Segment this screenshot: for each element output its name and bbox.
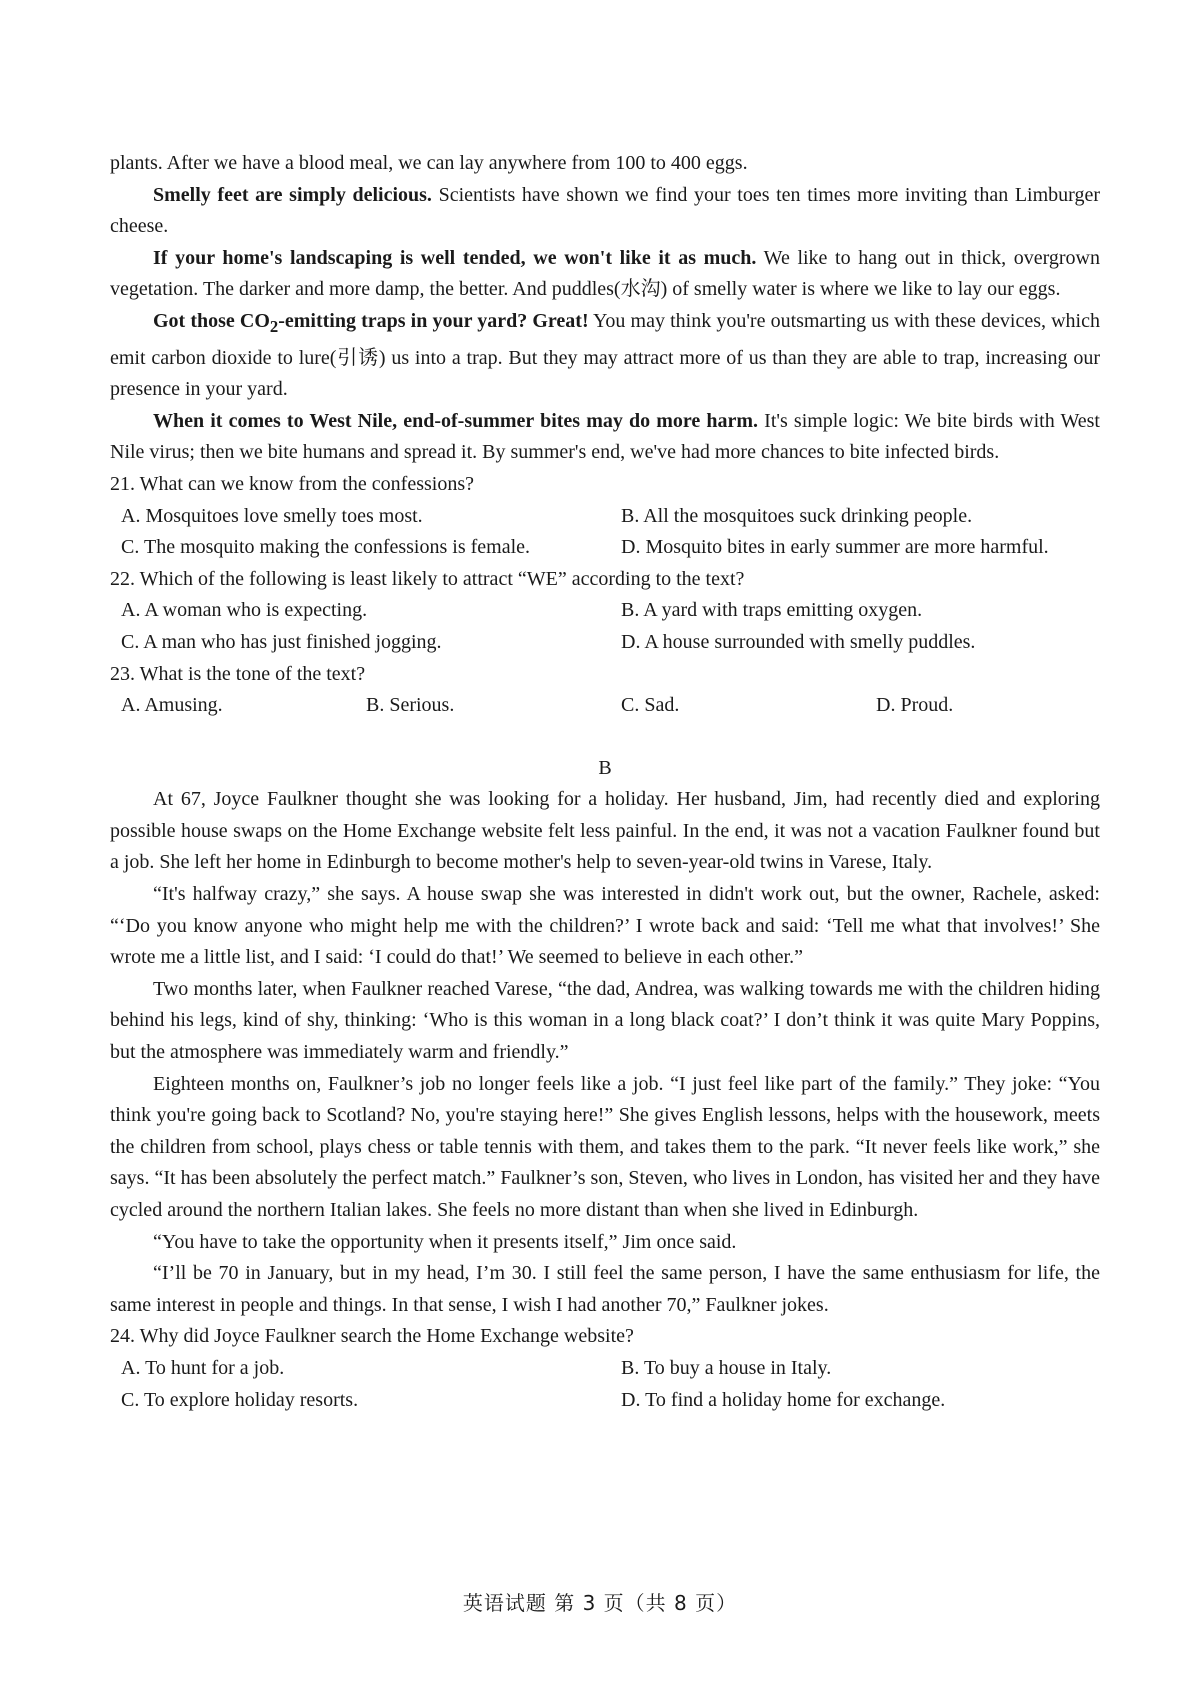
passage-a-paragraph-3	[110, 306, 1100, 406]
passage-b-paragraph-4: Eighteen months on, Faulkner’s job no longer feels like a job. “I just feel like part of the family.” They joke: “You think you're going back to Scotland? No, you're staying here!” She gives English lessons, helps with the housework, meets the children from school, plays chess or table tennis with them, and takes them to the park. “It never feels like work,” she says. “It has been absolutely the perfect match.” Faulkner’s son, Steven, who lives in London, has visited her and they have cycled around the northern Italian lakes. She feels no more distant than when she lived in Edinburgh.	[110, 1072, 1100, 1221]
option-d: D. Mosquito bites in early summer are more harmful.	[621, 536, 1049, 559]
paragraph-text-4: It's simple logic: We bite birds with West Nile virus; then we bite humans and spread it. By summer's end, we've had more chances to bite infected birds.	[110, 409, 1100, 464]
option-d: D. To find a holiday home for exchange.	[621, 1388, 946, 1411]
passage-a-paragraph-1	[110, 180, 1100, 243]
option-a: A. To hunt for a job.	[121, 1356, 285, 1379]
page-content	[110, 148, 1100, 1416]
option-c: C. To explore holiday resorts.	[121, 1388, 359, 1411]
option-b: B. A yard with traps emitting oxygen.	[621, 599, 923, 622]
option-a: A. Amusing.	[121, 694, 223, 717]
paragraph-text-3: You may think you're outsmarting us with these devices, which emit carbon dioxide to lure(引诱) us into a trap. But they may attract more of us than they are able to trap, increasing our presence in your yard.	[110, 309, 1100, 401]
page-footer: 英语试题 第 3 页（共 8 页）	[462, 1591, 738, 1615]
paragraph-text-1: Scientists have shown we find your toes ten times more inviting than Limburger cheese.	[110, 183, 1101, 238]
question-21-stem: 21. What can we know from the confessions?	[110, 472, 474, 495]
question-22-options	[110, 595, 1100, 658]
option-c: C. A man who has just finished jogging.	[121, 630, 442, 653]
bold-lead-3a: Got those CO	[153, 309, 270, 332]
bold-lead-1: Smelly feet are simply delicious.	[153, 183, 432, 206]
option-c: C. The mosquito making the confessions is female.	[121, 536, 531, 559]
option-d: D. Proud.	[876, 694, 954, 717]
passage-a-paragraph-2	[110, 243, 1100, 306]
passage-b-paragraph-3: Two months later, when Faulkner reached Varese, “the dad, Andrea, was walking towards me with the children hiding behind his legs, kind of shy, thinking: ‘Who is this woman in a long black coat?’ I don’t think it was quite Mary Poppins, but the atmosphere was immediately warm and friendly.”	[110, 977, 1100, 1064]
option-d: D. A house surrounded with smelly puddles.	[621, 630, 976, 653]
question-24-stem: 24. Why did Joyce Faulkner search the Home Exchange website?	[110, 1325, 634, 1348]
passage-b-paragraph-2: “It's halfway crazy,” she says. A house swap she was interested in didn't work out, but the owner, Rachele, asked: “‘Do you know anyone who might help me with the children?’ I wrote back and said: ‘Tell me what that involves!’ She wrote me a little list, and I said: ‘I could do that!’ We seemed to believe in each other.”	[110, 883, 1100, 969]
bold-lead-3b: -emitting traps in your yard? Great!	[278, 309, 589, 332]
option-a: A. Mosquitoes love smelly toes most.	[121, 504, 423, 527]
passage-b-paragraph-5: “You have to take the opportunity when it presents itself,” Jim once said.	[153, 1230, 737, 1253]
paragraph-text-2: We like to hang out in thick, overgrown vegetation. The darker and more damp, the better. And puddles(水沟) of smelly water is where we like to lay our eggs.	[110, 246, 1100, 301]
passage-b-paragraph-6: “I’ll be 70 in January, but in my head, I’m 30. I still feel the same person, I have the same enthusiasm for life, the same interest in people and things. In that sense, I wish I had another 70,” Faulkner jokes.	[110, 1262, 1100, 1316]
passage-a-paragraph-4	[110, 406, 1100, 469]
question-23-stem: 23. What is the tone of the text?	[110, 662, 366, 685]
option-b: B. All the mosquitoes suck drinking people.	[621, 504, 973, 527]
passage-b-paragraph-1: At 67, Joyce Faulkner thought she was looking for a holiday. Her husband, Jim, had recently died and exploring possible house swaps on the Home Exchange website felt less painful. In the end, it was not a vacation Faulkner found but a job. She left her home in Edinburgh to become mother's help to seven-year-old twins in Varese, Italy.	[110, 788, 1100, 874]
question-23-options	[110, 690, 1100, 722]
question-24-options	[110, 1353, 1100, 1416]
option-b: B. To buy a house in Italy.	[621, 1356, 832, 1379]
option-b: B. Serious.	[366, 694, 455, 717]
bold-lead-4: When it comes to West Nile, end-of-summer bites may do more harm.	[153, 409, 759, 432]
section-heading-b: B	[598, 756, 612, 779]
co2-subscript: 2	[269, 316, 279, 336]
passage-a-paragraph-0: plants. After we have a blood meal, we can lay anywhere from 100 to 400 eggs.	[110, 152, 748, 174]
option-c: C. Sad.	[621, 694, 680, 717]
question-22-stem: 22. Which of the following is least likely to attract “WE” according to the text?	[110, 567, 745, 590]
bold-lead-2: If your home's landscaping is well tended, we won't like it as much.	[153, 246, 757, 269]
bold-lead-3	[153, 309, 589, 336]
question-21-options	[110, 501, 1100, 564]
option-a: A. A woman who is expecting.	[121, 599, 368, 622]
